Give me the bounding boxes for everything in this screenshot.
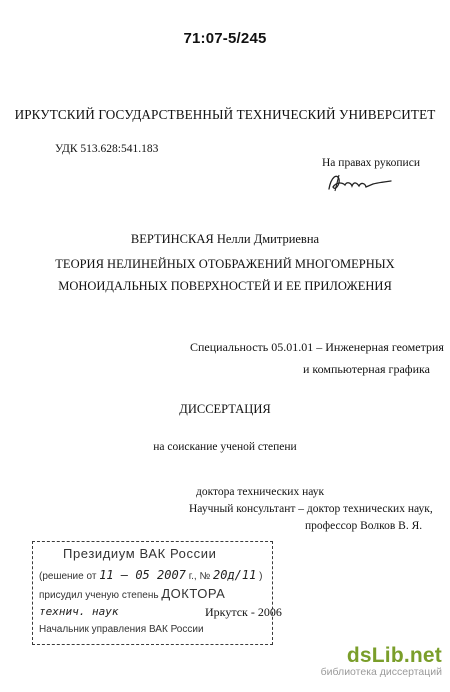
stamp-decision-number: 20д/11: [212, 568, 257, 582]
document-type: ДИССЕРТАЦИЯ: [179, 402, 271, 416]
author-name: ВЕРТИНСКАЯ Нелли Дмитриевна: [130, 232, 320, 246]
dissertation-title-line-1: ТЕОРИЯ НЕЛИНЕЙНЫХ ОТОБРАЖЕНИЙ МНОГОМЕРНЫХ: [55, 257, 395, 271]
advisor-line-1: Научный консультант – доктор технических наук,: [189, 503, 433, 515]
dslib-logo[interactable]: dsLib.net: [346, 644, 442, 667]
specialty-line-2: и компьютерная графика: [303, 362, 430, 376]
archive-code: 71:07-5/245: [183, 30, 267, 47]
stamp-line-1: Президиум ВАК России: [63, 546, 217, 561]
author-signature: [325, 169, 393, 195]
degree-seeking: на соискание ученой степени: [153, 441, 297, 453]
dslib-subtitle: библиотека диссертаций: [320, 666, 442, 678]
stamp-awarded-text: присудил ученую степень: [39, 590, 159, 601]
degree-name: доктора технических наук: [196, 486, 325, 498]
stamp-line-3: [39, 586, 225, 601]
stamp-line-2: [39, 568, 262, 582]
stamp-line-5: Начальник управления ВАК России: [39, 624, 204, 635]
stamp-decision-date: 11 — 05 2007: [99, 568, 186, 582]
stamp-degree-word: ДОКТОРА: [161, 586, 226, 601]
dslib-watermark[interactable]: [321, 644, 442, 678]
university-name: ИРКУТСКИЙ ГОСУДАРСТВЕННЫЙ ТЕХНИЧЕСКИЙ УНИВЕРСИТЕТ: [14, 107, 436, 122]
stamp-decision-close: ): [259, 571, 263, 582]
specialty-line-1: Специальность 05.01.01 – Инженерная геометрия: [190, 340, 444, 354]
udk-code: УДК 513.628:541.183: [55, 143, 159, 155]
manuscript-rights: На правах рукописи: [322, 157, 420, 169]
dissertation-title-line-2: МОНОИДАЛЬНЫХ ПОВЕРХНОСТЕЙ И ЕЕ ПРИЛОЖЕНИЯ: [58, 279, 392, 293]
vak-approval-stamp: [32, 541, 273, 645]
city-year: Иркутск - 2006: [205, 605, 282, 619]
stamp-line-4: [39, 605, 118, 618]
stamp-decision-num-label: г., №: [188, 571, 211, 582]
advisor-line-2: профессор Волков В. Я.: [305, 520, 423, 532]
stamp-handwritten-field: технич. наук: [39, 605, 119, 618]
stamp-decision-label: (решение от: [39, 571, 97, 582]
